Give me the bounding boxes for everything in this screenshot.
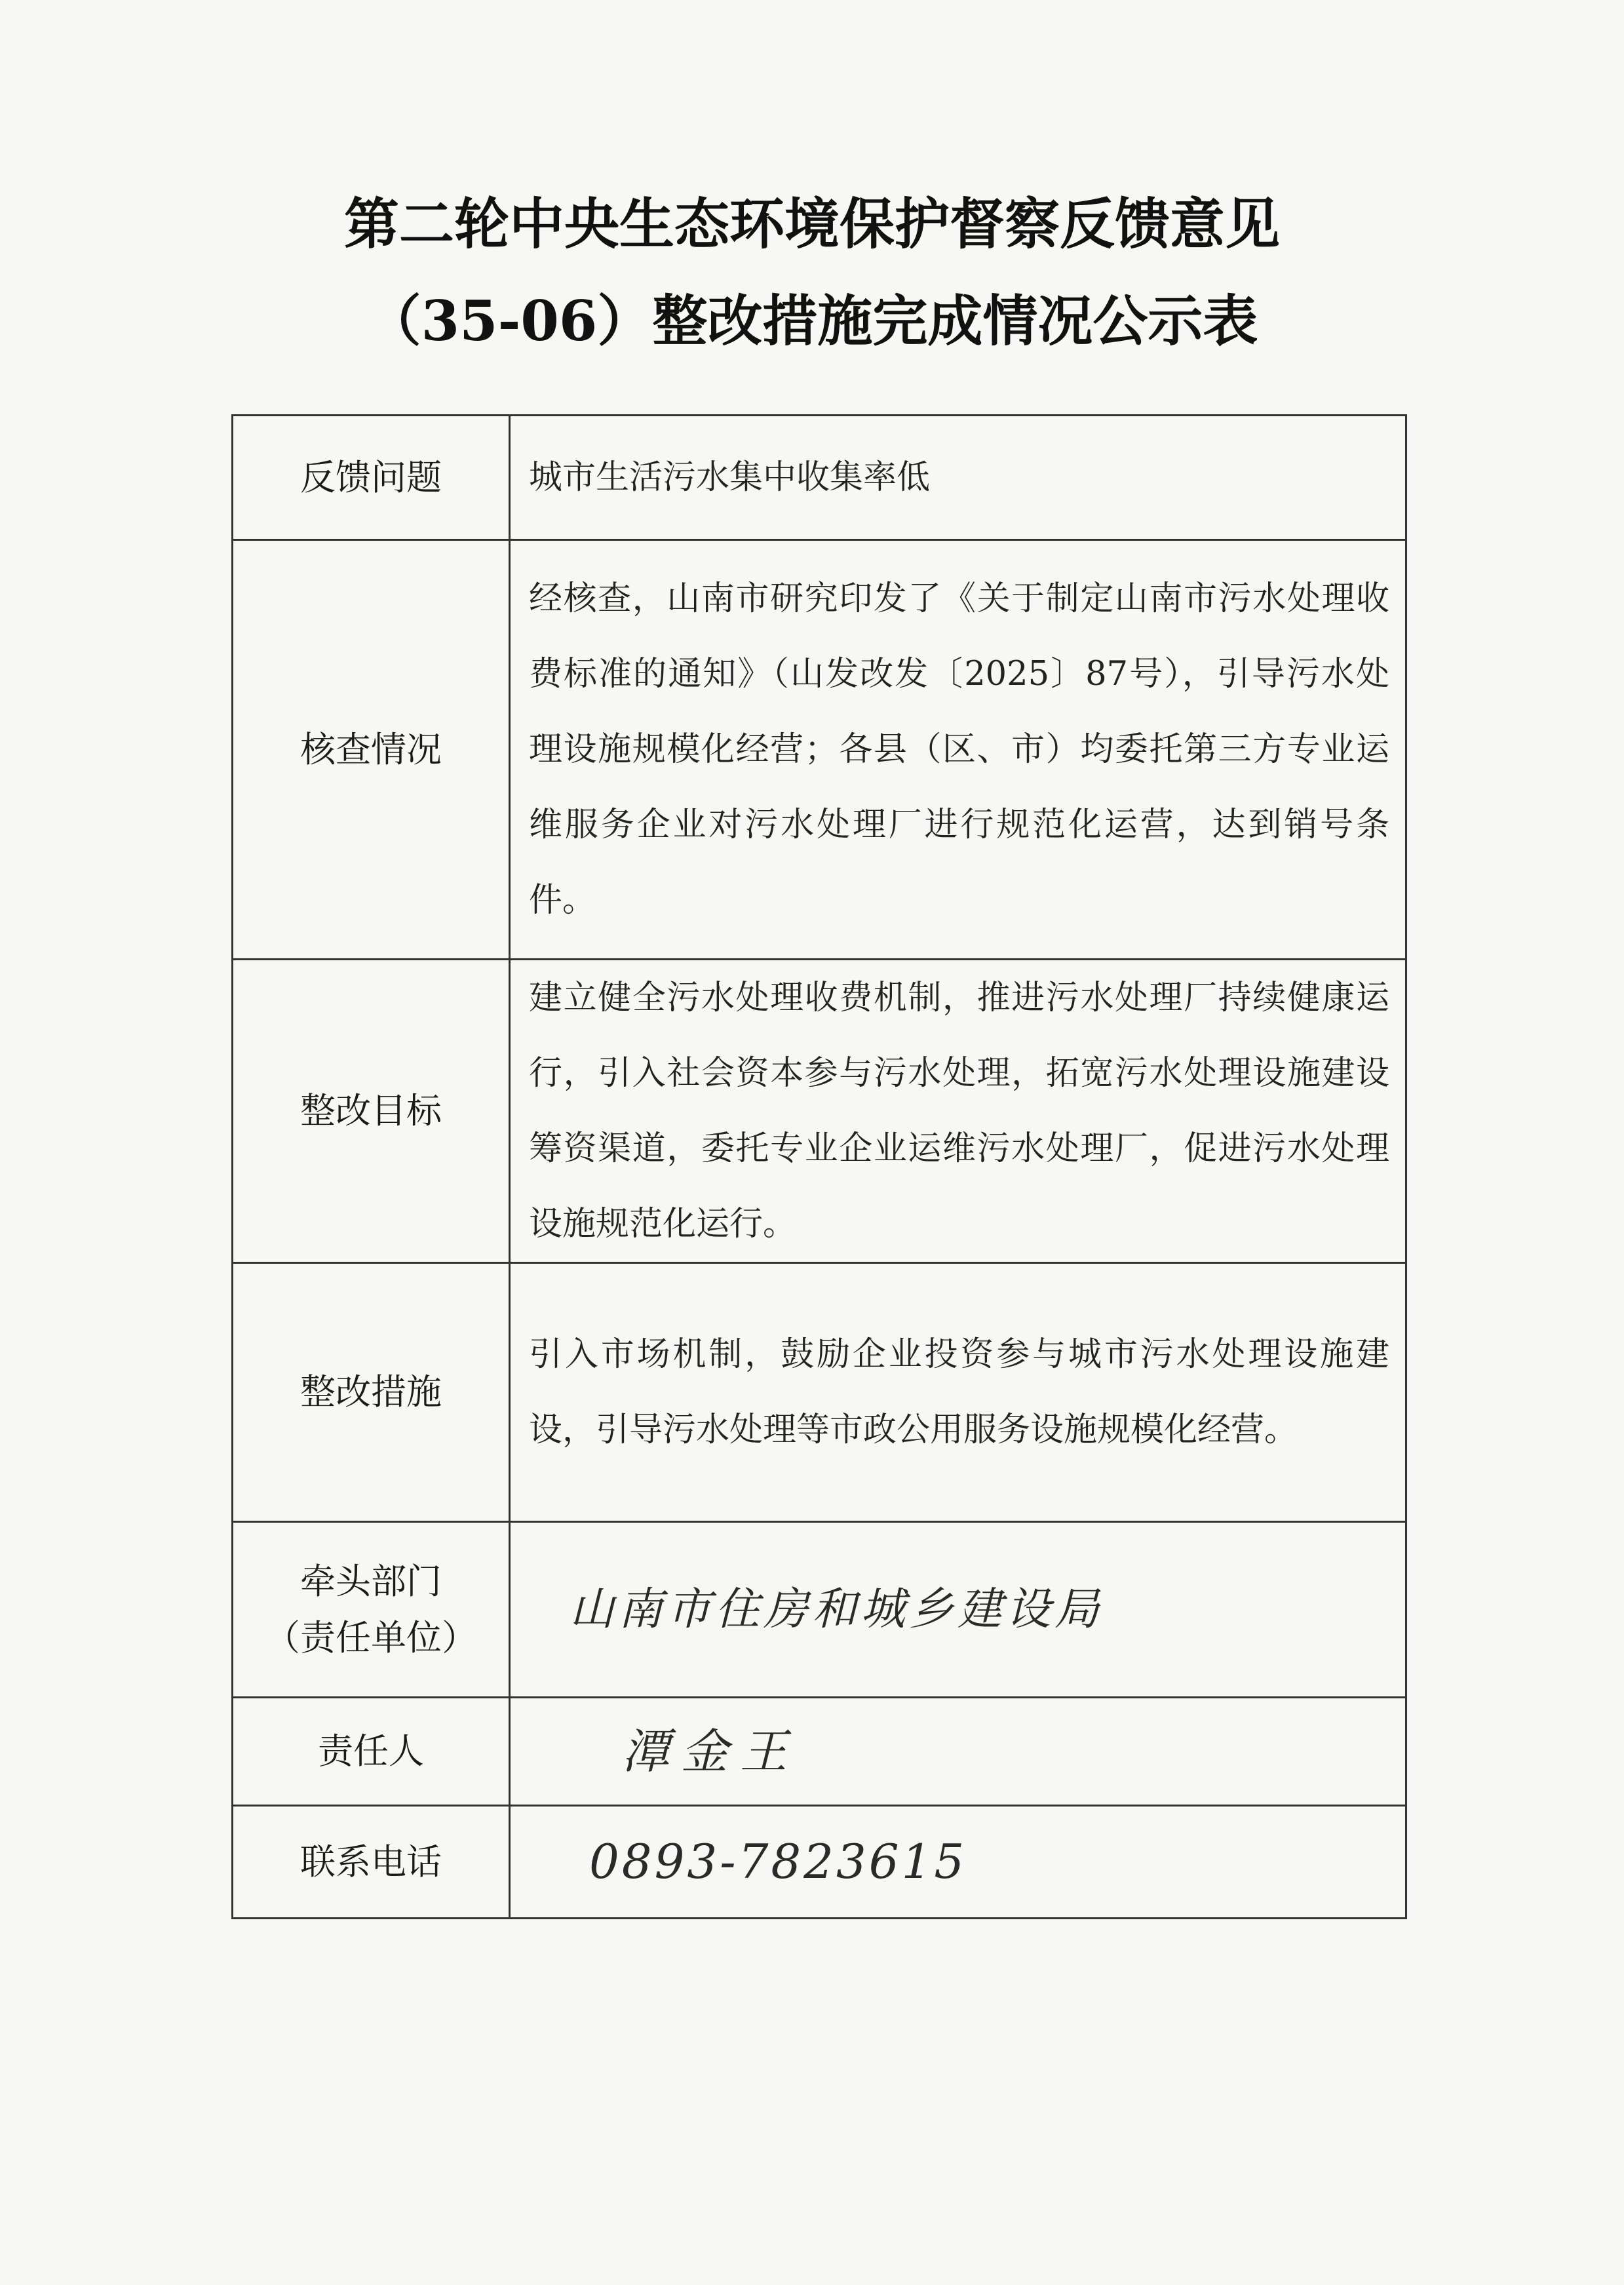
row-label-target: 整改目标	[233, 960, 510, 1263]
rectification-table	[231, 414, 1407, 1919]
responsible-person-signature: 潭金王	[510, 1698, 1406, 1806]
table-row	[233, 540, 1406, 960]
row-label-measures: 整改措施	[233, 1263, 510, 1522]
row-content-verification: 经核查，山南市研究印发了《关于制定山南市污水处理收费标准的通知》（山发改发〔2025〕87号），引导污水处理设施规模化经营；各县（区、市）均委托第三方专业运维服务企业对污水处理厂进行规范化运营，达到销号条件。	[510, 540, 1406, 960]
table-row	[233, 960, 1406, 1263]
table-row	[233, 1806, 1406, 1919]
table-row	[233, 1522, 1406, 1698]
table-row	[233, 1698, 1406, 1806]
row-label-verification: 核查情况	[233, 540, 510, 960]
lead-dept-handwritten-value: 山南市住房和城乡建设局	[510, 1522, 1406, 1698]
title-line-2: （35-06）整改措施完成情况公示表	[366, 288, 1258, 353]
title-line-1: 第二轮中央生态环境保护督察反馈意见	[343, 191, 1280, 256]
row-content-feedback-issue: 城市生活污水集中收集率低	[510, 416, 1406, 540]
table-row	[233, 416, 1406, 540]
row-label-feedback-issue: 反馈问题	[233, 416, 510, 540]
lead-dept-label-line-2: （责任单位）	[265, 1616, 477, 1658]
row-label-responsible-person: 责任人	[233, 1698, 510, 1806]
lead-dept-label-line-1: 牵头部门	[300, 1560, 442, 1602]
row-label-phone: 联系电话	[233, 1806, 510, 1919]
row-content-measures: 引入市场机制，鼓励企业投资参与城市污水处理设施建设，引导污水处理等市政公用服务设施规模化经营。	[510, 1263, 1406, 1522]
phone-handwritten-value: 0893-7823615	[510, 1806, 1406, 1919]
row-content-target: 建立健全污水处理收费机制，推进污水处理厂持续健康运行，引入社会资本参与污水处理，拓宽污水处理设施建设筹资渠道，委托专业企业运维污水处理厂，促进污水处理设施规范化运行。	[510, 960, 1406, 1263]
document-title	[0, 176, 1624, 370]
row-label-lead-dept	[233, 1522, 510, 1698]
table-row	[233, 1263, 1406, 1522]
